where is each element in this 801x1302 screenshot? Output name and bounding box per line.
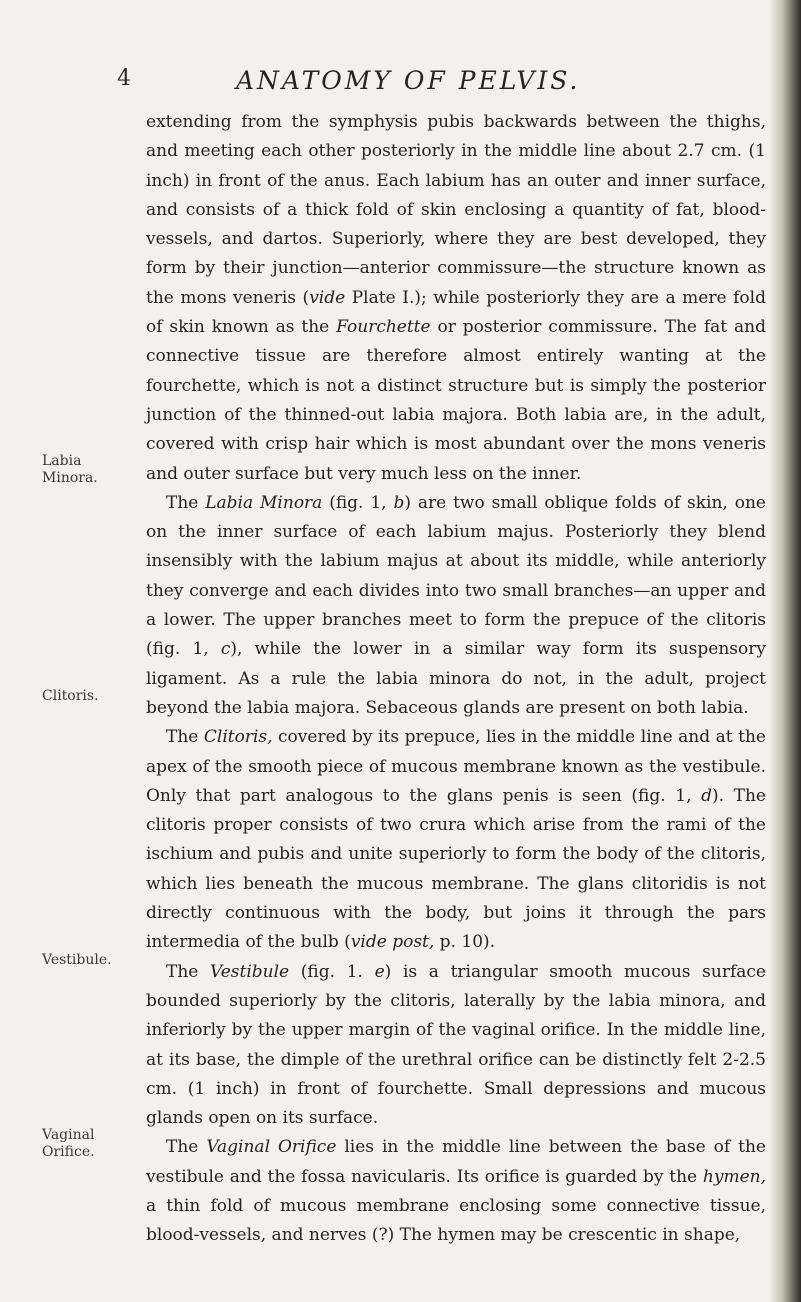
text-run: p. 10). [434, 932, 496, 953]
margin-note-clitoris [42, 688, 99, 705]
text-run: The [166, 961, 211, 982]
paragraph-vestibule [146, 958, 766, 1134]
italic-run: c [220, 639, 231, 660]
text-run: or posterior commissure. The fat and connective tissue are therefore almost entirely wanting at the fourchette, which is not a distinct structure but is simply the posterior junction of the thinned-out labia majora. Both labia are, in the adult, covered with crisp hair which is most abundant over the mons veneris and outer surface but very much less on the inner. [146, 317, 766, 484]
running-head: ANATOMY OF PELVIS. [236, 66, 581, 95]
margin-note-labia-minora [42, 453, 98, 487]
paragraph-clitoris [146, 723, 766, 957]
text-run: extending from the symphysis pubis backwards between the thighs, and meeting each other posteriorly in the middle line about 2.7 cm. (1 inch) in front of the anus. Each labium has an outer and inner surface, and consists of a thick fold of skin enclosing a quantity of fat, blood-vessels, and dartos. Superiorly, where they are best developed, they form by their junction—anterior commissure—the structure known as the mons veneris ( [146, 112, 766, 308]
text-run: ) are two small oblique folds of skin, one on the inner surface of each labium majus. Posteriorly they blend insensibly with the labium majus at about its middle, while anteriorly they converge and each divides into two small branches—an upper and a lower. The upper branches meet to form the prepuce of the clitoris (fig. 1, [146, 492, 766, 660]
page-number: 4 [117, 66, 131, 91]
text-run: covered by its prepuce, lies in the middle line and at the apex of the smooth piece of mucous membrane known as the vestibule. Only that part analogous to the glans penis is seen (fig. 1, [146, 727, 766, 806]
text-run: Plate I.); while posteriorly they are a mere fold of skin known as the [146, 287, 766, 338]
text-run: (fig. 1, [322, 492, 394, 513]
italic-run: hymen, [702, 1166, 766, 1187]
margin-note-vaginal-orifice [42, 1127, 95, 1161]
text-run: ). The clitoris proper consists of two crura which arise from the rami of the ischium and pubis and unite superiorly to form the body of the clitoris, which lies beneath the mucous membrane. The glans clitoridis is not directly continuous with the body, but joins it through the pars intermedia of the bulb ( [146, 785, 766, 953]
margin-note-line: Labia [42, 453, 82, 469]
body-text [146, 108, 766, 1251]
margin-note-vestibule [42, 952, 112, 969]
italic-run: Labia Minora [205, 492, 323, 513]
book-spine-edge [769, 0, 801, 1302]
italic-run: Clitoris, [203, 727, 273, 748]
italic-run: d [701, 785, 712, 806]
italic-run: vide post, [350, 932, 435, 953]
italic-run: Vaginal Orifice [206, 1137, 337, 1158]
margin-note-line: Minora. [42, 470, 98, 486]
text-run: lies in the middle line between the base of the vestibule and the fossa navicularis. Its orifice is guarded by the [146, 1137, 766, 1187]
margin-note-line: Vestibule. [42, 952, 112, 968]
paragraph-labia-minora [146, 489, 766, 723]
italic-run: b [393, 492, 405, 513]
text-run: a thin fold of mucous membrane enclosing some connective tissue, blood-vessels, and nerves (?) The hymen may be crescentic in shape, [146, 1195, 766, 1246]
text-run: The [166, 492, 206, 513]
margin-note-line: Orifice. [42, 1144, 95, 1160]
paragraph-vaginal-orifice [146, 1133, 766, 1250]
page-header [0, 66, 801, 106]
text-run: (fig. 1. [289, 961, 375, 982]
italic-run: e [374, 961, 385, 982]
text-run: The [166, 727, 204, 748]
italic-run: vide [309, 287, 346, 308]
text-run: ) is a triangular smooth mucous surface bounded superiorly by the clitoris, laterally by the labia minora, and inferiorly by the upper margin of the vaginal orifice. In the middle line, at its base, the dimple of the urethral orifice can be distinctly felt 2-2.5 cm. (1 inch) in front of fourchette. Small depressions and mucous glands open on its surface. [146, 961, 766, 1129]
text-run: ), while the lower in a similar way form its suspensory ligament. As a rule the labia minora do not, in the adult, project beyond the labia majora. Sebaceous glands are present on both labia. [146, 639, 766, 718]
italic-run: Vestibule [210, 961, 290, 982]
italic-run: Fourchette [336, 317, 431, 338]
paragraph-labia-majora-continued [146, 108, 766, 489]
margin-note-line: Vaginal [42, 1127, 95, 1143]
margin-note-line: Clitoris. [42, 688, 99, 704]
text-run: The [166, 1137, 207, 1158]
